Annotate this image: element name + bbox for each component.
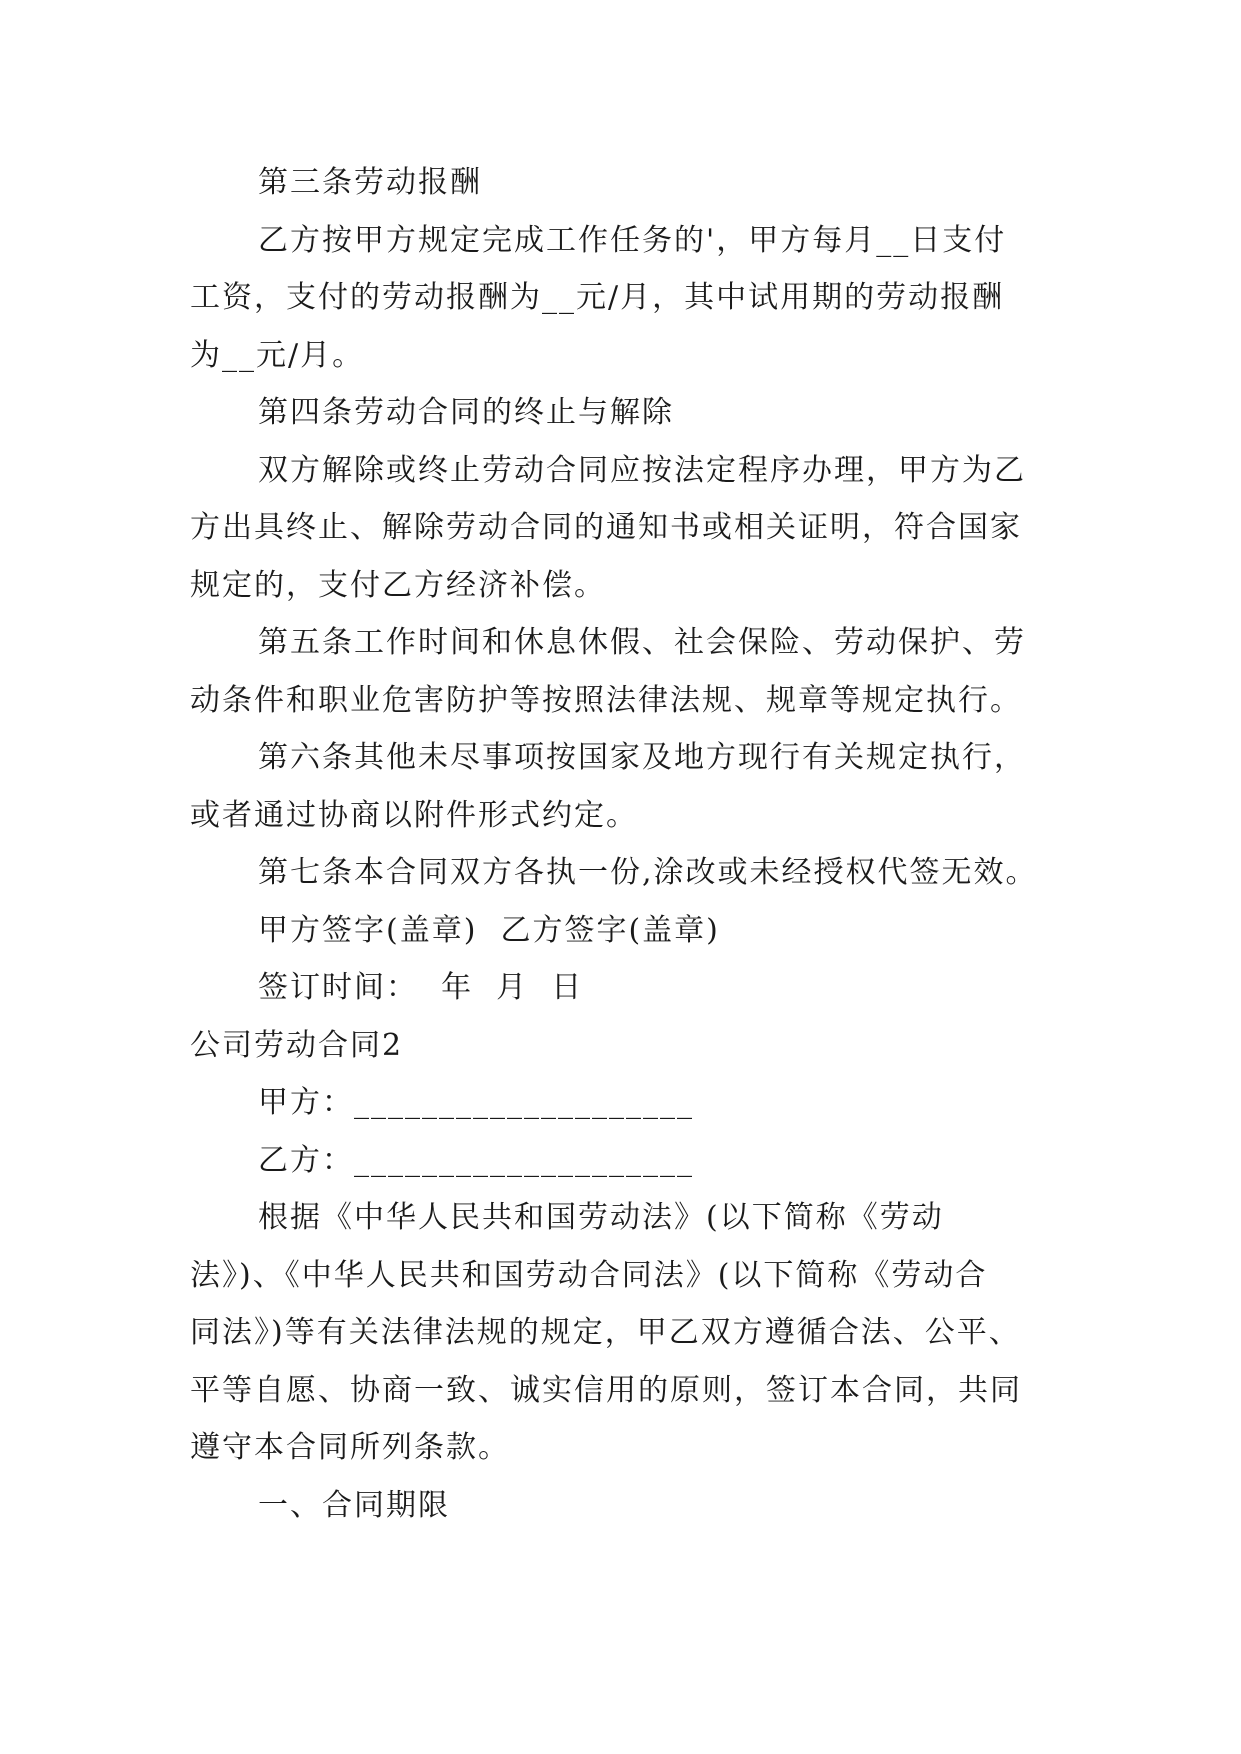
article-5-line: 第五条工作时间和休息休假、社会保险、劳动保护、劳 bbox=[258, 625, 1026, 660]
article-3-heading: 第三条劳动报酬 bbox=[258, 165, 482, 200]
article-7-line: 第七条本合同双方各执一份,涂改或未经授权代签无效。 bbox=[258, 855, 1038, 890]
paragraph-line: 为__元/月。 bbox=[190, 338, 365, 373]
paragraph-line: 规定的，支付乙方经济补偿。 bbox=[190, 568, 606, 603]
party-b-line: 乙方：____________________ bbox=[258, 1143, 694, 1178]
paragraph-line: 同法》)等有关法律法规的规定，甲乙双方遵循合法、公平、 bbox=[190, 1315, 1021, 1350]
article-6-line: 第六条其他未尽事项按国家及地方现行有关规定执行， bbox=[258, 740, 1026, 775]
section-title: 公司劳动合同2 bbox=[190, 1028, 404, 1063]
paragraph-line: 平等自愿、协商一致、诚实信用的原则，签订本合同，共同 bbox=[190, 1373, 1022, 1408]
signature-line: 甲方签字(盖章) 乙方签字(盖章) bbox=[258, 913, 720, 948]
paragraph-line: 方出具终止、解除劳动合同的通知书或相关证明，符合国家 bbox=[190, 510, 1022, 545]
paragraph-line: 法》)、《中华人民共和国劳动合同法》(以下简称《劳动合 bbox=[190, 1258, 988, 1293]
paragraph-line: 工资，支付的劳动报酬为__元/月，其中试用期的劳动报酬 bbox=[190, 280, 1005, 315]
signing-date-line: 签订时间： 年 月 日 bbox=[258, 970, 584, 1005]
contract-term-heading: 一、合同期限 bbox=[258, 1488, 450, 1523]
paragraph-line: 双方解除或终止劳动合同应按法定程序办理，甲方为乙 bbox=[258, 453, 1026, 488]
paragraph-line: 或者通过协商以附件形式约定。 bbox=[190, 798, 638, 833]
paragraph-line: 乙方按甲方规定完成工作任务的'，甲方每月__日支付 bbox=[258, 223, 1007, 258]
preamble-line: 根据《中华人民共和国劳动法》(以下简称《劳动 bbox=[258, 1200, 944, 1235]
party-a-line: 甲方：____________________ bbox=[258, 1085, 694, 1120]
paragraph-line: 动条件和职业危害防护等按照法律法规、规章等规定执行。 bbox=[190, 683, 1022, 718]
paragraph-line: 遵守本合同所列条款。 bbox=[190, 1430, 510, 1465]
article-4-heading: 第四条劳动合同的终止与解除 bbox=[258, 395, 674, 430]
